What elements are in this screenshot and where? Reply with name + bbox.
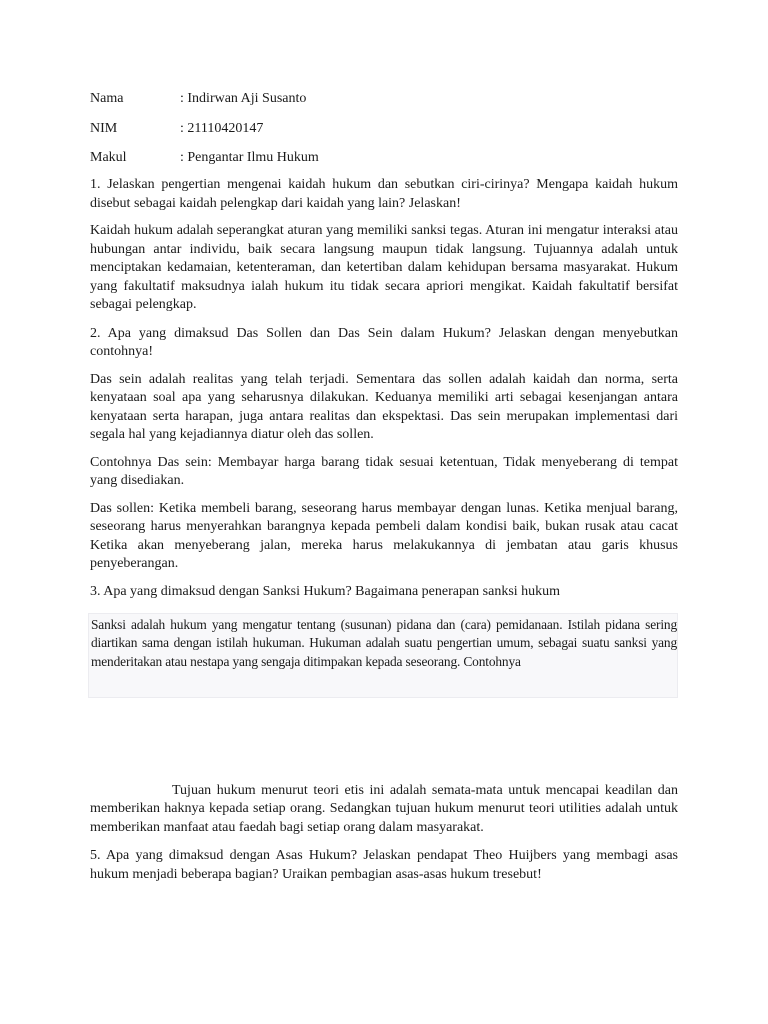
meta-label: Makul (90, 150, 127, 165)
blank-gap (90, 698, 678, 782)
meta-row-course (90, 149, 678, 167)
answer-4: Tujuan hukum menurut teori etis ini adalah semata-mata untuk mencapai keadilan dan memberikan haknya kepada setiap orang. Sedangkan tujuan hukum menurut teori utilities adalah untuk memberikan manfaat atau faedah bagi setiap orang dalam masyarakat. (90, 782, 678, 835)
answer-2-example-sollen: Das sollen: Ketika membeli barang, seseorang harus membayar dengan lunas. Ketika menjual barang, seseorang harus menyerahkan barangnya kepada pembeli dalam kondisi baik, bukan rusak atau cacat Ketika akan menyeberang jalan, mereka harus melakukannya di jembatan atau garis khusus penyeberangan. (90, 500, 678, 571)
question-5: 5. Apa yang dimaksud dengan Asas Hukum? Jelaskan pendapat Theo Huijbers yang membagi asas hukum menjadi beberapa bagian? Uraikan pembagian asas-asas hukum tresebut! (90, 848, 678, 882)
meta-row-name (90, 90, 678, 108)
question-2: 2. Apa yang dimaksud Das Sollen dan Das Sein dalam Hukum? Jelaskan dengan menyebutkan contohnya! (90, 325, 678, 359)
meta-row-nim (90, 120, 678, 138)
answer-1: Kaidah hukum adalah seperangkat aturan yang memiliki sanksi tegas. Aturan ini mengatur interaksi atau hubungan antar individu, baik secara langsung maupun tidak langsung. Tujuannya adalah untuk menciptakan kedamaian, ketenteraman, dan ketertiban dalam kehidupan bersama masyarakat. Hukum yang fakultatif maksudnya ialah hukum itu tidak secara apriori mengikat. Kaidah fakultatif bersifat sebagai pelengkap. (90, 223, 678, 312)
meta-value: : 21110420147 (180, 120, 264, 136)
meta-label: Nama (90, 91, 124, 106)
question-3: 3. Apa yang dimaksud dengan Sanksi Hukum? Bagaimana penerapan sanksi hukum (90, 583, 561, 599)
meta-label: NIM (90, 120, 118, 136)
meta-value: : Indirwan Aji Susanto (180, 91, 307, 106)
document-body (90, 90, 678, 893)
answer-2: Das sein adalah realitas yang telah terjadi. Sementara das sollen adalah kaidah dan norma, serta kenyataan soal apa yang seharusnya dilakukan. Keduanya memiliki arti sebagai kesenjangan antara kenyataan serta harapan, juga antara realitas dan ekspektasi. Das sein merupakan implementasi dari segala hal yang kejadiannya diatur oleh das sollen. (90, 371, 678, 442)
question-1: 1. Jelaskan pengertian mengenai kaidah hukum dan sebutkan ciri-cirinya? Mengapa kaidah hukum disebut sebagai kaidah pelengkap dari kaidah yang lain? Jelaskan! (90, 177, 678, 211)
meta-value: : Pengantar Ilmu Hukum (180, 150, 319, 165)
answer-2-example-sein: Contohnya Das sein: Membayar harga barang tidak sesuai ketentuan, Tidak menyeberang di tempat yang disediakan. (90, 454, 678, 488)
answer-3-box: Sanksi adalah hukum yang mengatur tentang (susunan) pidana dan (cara) pemidanaan. Istilah pidana sering diartikan sama dengan istilah hukuman. Hukuman adalah suatu pengertian umum, sebagai suatu sanksi yang menderitakan atau nestapa yang sengaja ditimpakan kepada seseorang. Contohnya (88, 613, 678, 698)
